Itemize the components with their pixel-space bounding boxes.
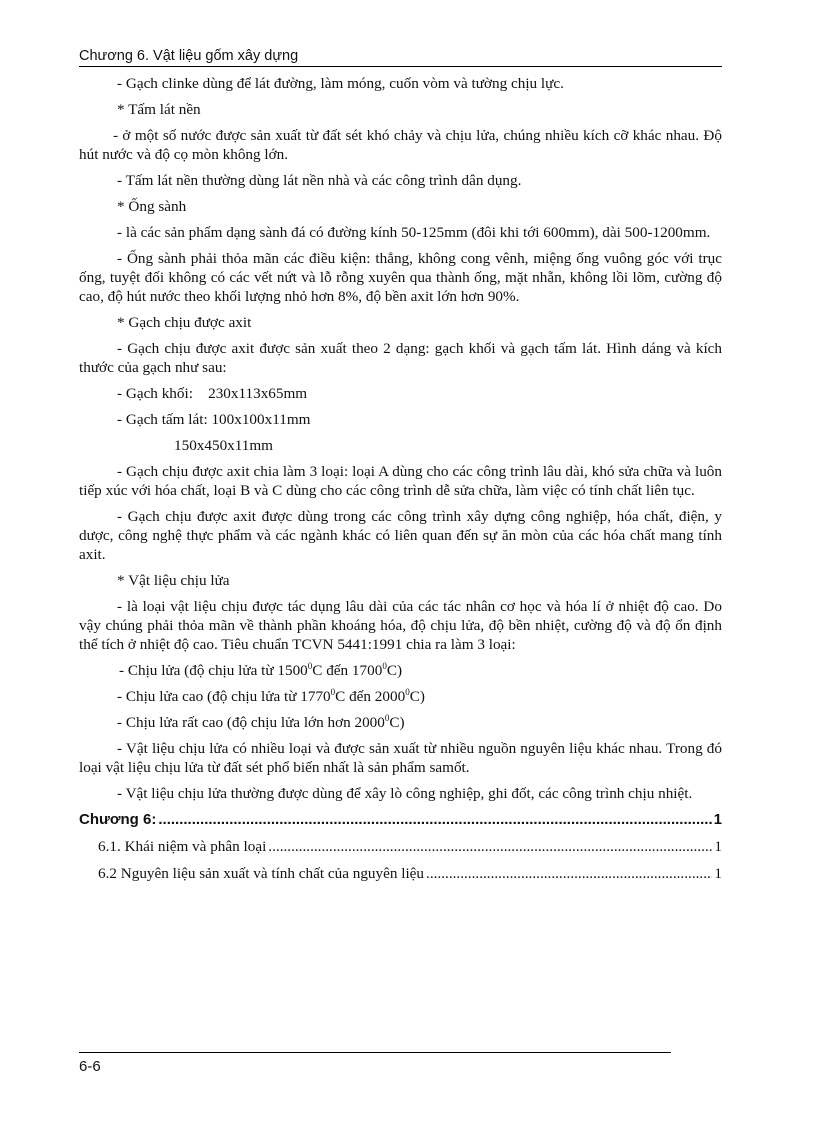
table-of-contents bbox=[79, 810, 722, 883]
toc-entry-page: 1 bbox=[714, 865, 722, 882]
toc-leader-dots bbox=[268, 837, 712, 856]
toc-entry-chapter[interactable] bbox=[79, 810, 722, 829]
paragraph: - Gạch chịu được axit được dùng trong các công trình xây dựng công nghiệp, hóa chất, điện, y dược, công nghệ thực phẩm và các ngành khác có liên quan đến sự ăn mòn của các hóa chất mang tính axit. bbox=[79, 508, 722, 563]
paragraph: - Vật liệu chịu lửa thường được dùng để xây lò công nghiệp, ghi đốt, các công trình chịu nhiệt. bbox=[117, 785, 693, 802]
paragraph: - Ống sành phải thỏa mãn các điều kiện: thẳng, không cong vênh, miệng ống vuông góc với trục ống, tuyệt đối không có các vết nứt và lỗ rỗng xuyên qua thành ống, mặt nhẵn, không lồi lõm, cường độ cao, độ hút nước theo khối lượng nhỏ hơn 8%, độ bền axit lớn hơn 90%. bbox=[79, 250, 722, 305]
toc-entry-label: 6.2 Nguyên liệu sản xuất và tính chất của nguyên liệu bbox=[98, 865, 425, 882]
toc-entry-page: 1 bbox=[714, 838, 722, 855]
page-number: 6-6 bbox=[79, 1058, 101, 1075]
list-item: - Chịu lửa rất cao (độ chịu lửa lớn hơn 2000$^0$C) bbox=[117, 713, 405, 731]
dimension-line: - Gạch tấm lát: 100x100x11mm bbox=[117, 411, 311, 428]
list-item: - Chịu lửa (độ chịu lửa từ 1500$^0$C đến 1700$^0$C) bbox=[119, 661, 402, 679]
toc-leader-dots bbox=[158, 810, 711, 829]
section-heading: * Tấm lát nền bbox=[117, 101, 201, 118]
paragraph: - Gạch chịu được axit được sản xuất theo 2 dạng: gạch khối và gạch tấm lát. Hình dáng và kích thước của gạch như sau: bbox=[79, 340, 722, 376]
page-header bbox=[79, 44, 722, 67]
dimension-line: 150x450x11mm bbox=[174, 437, 274, 454]
footer-divider bbox=[79, 1052, 671, 1053]
paragraph: - là loại vật liệu chịu được tác dụng lâu dài của các tác nhân cơ học và hóa lí ở nhiệt độ cao. Do vậy chúng phải thỏa mãn về thành phần khoáng hóa, độ chịu lửa, độ bền nhiệt, cường độ và độ ổn định thể tích ở nhiệt độ cao. Tiêu chuẩn TCVN 5441:1991 chia ra làm 3 loại: bbox=[79, 598, 722, 653]
toc-entry-page: 1 bbox=[713, 811, 722, 828]
section-heading: * Gạch chịu được axit bbox=[117, 314, 252, 331]
toc-entry-section[interactable] bbox=[79, 864, 722, 883]
toc-entry-label: 6.1. Khái niệm và phân loại bbox=[98, 838, 267, 855]
dimension-line: - Gạch khối: 230x113x65mm bbox=[117, 385, 308, 402]
document-body bbox=[79, 74, 722, 891]
paragraph: - là các sản phẩm dạng sành đá có đường kính 50-125mm (đôi khi tới 600mm), dài 500-1200mm. bbox=[117, 224, 711, 241]
chapter-title: Chương 6. Vật liệu gốm xây dựng bbox=[79, 48, 299, 64]
paragraph: - Tấm lát nền thường dùng lát nền nhà và các công trình dân dụng. bbox=[117, 172, 522, 189]
section-heading: * Ống sành bbox=[117, 198, 187, 215]
list-item: - Chịu lửa cao (độ chịu lửa từ 1770$^0$C đến 2000$^0$C) bbox=[117, 687, 425, 705]
toc-leader-dots bbox=[426, 864, 712, 883]
paragraph: - Vật liệu chịu lửa có nhiều loại và được sản xuất từ nhiều nguồn nguyên liệu khác nhau. Trong đó loại vật liệu chịu lửa từ đất sét phổ biến nhất là sản phẩm samốt. bbox=[79, 740, 722, 776]
section-heading: * Vật liệu chịu lửa bbox=[117, 572, 230, 589]
toc-entry-label: Chương 6: bbox=[79, 811, 157, 828]
toc-entry-section[interactable] bbox=[79, 837, 722, 856]
paragraph: - ở một số nước được sản xuất từ đất sét khó chảy và chịu lửa, chúng nhiều kích cỡ khác nhau. Độ hút nước và độ cọ mòn không lớn. bbox=[79, 127, 722, 163]
paragraph: - Gạch clinke dùng để lát đường, làm móng, cuốn vòm và tường chịu lực. bbox=[117, 75, 564, 92]
paragraph: - Gạch chịu được axit chia làm 3 loại: loại A dùng cho các công trình lâu dài, khó sửa chữa và luôn tiếp xúc với hóa chất, loại B và C dùng cho các công trình dễ sửa chữa, làm việc có tính chất liên tục. bbox=[79, 463, 722, 499]
